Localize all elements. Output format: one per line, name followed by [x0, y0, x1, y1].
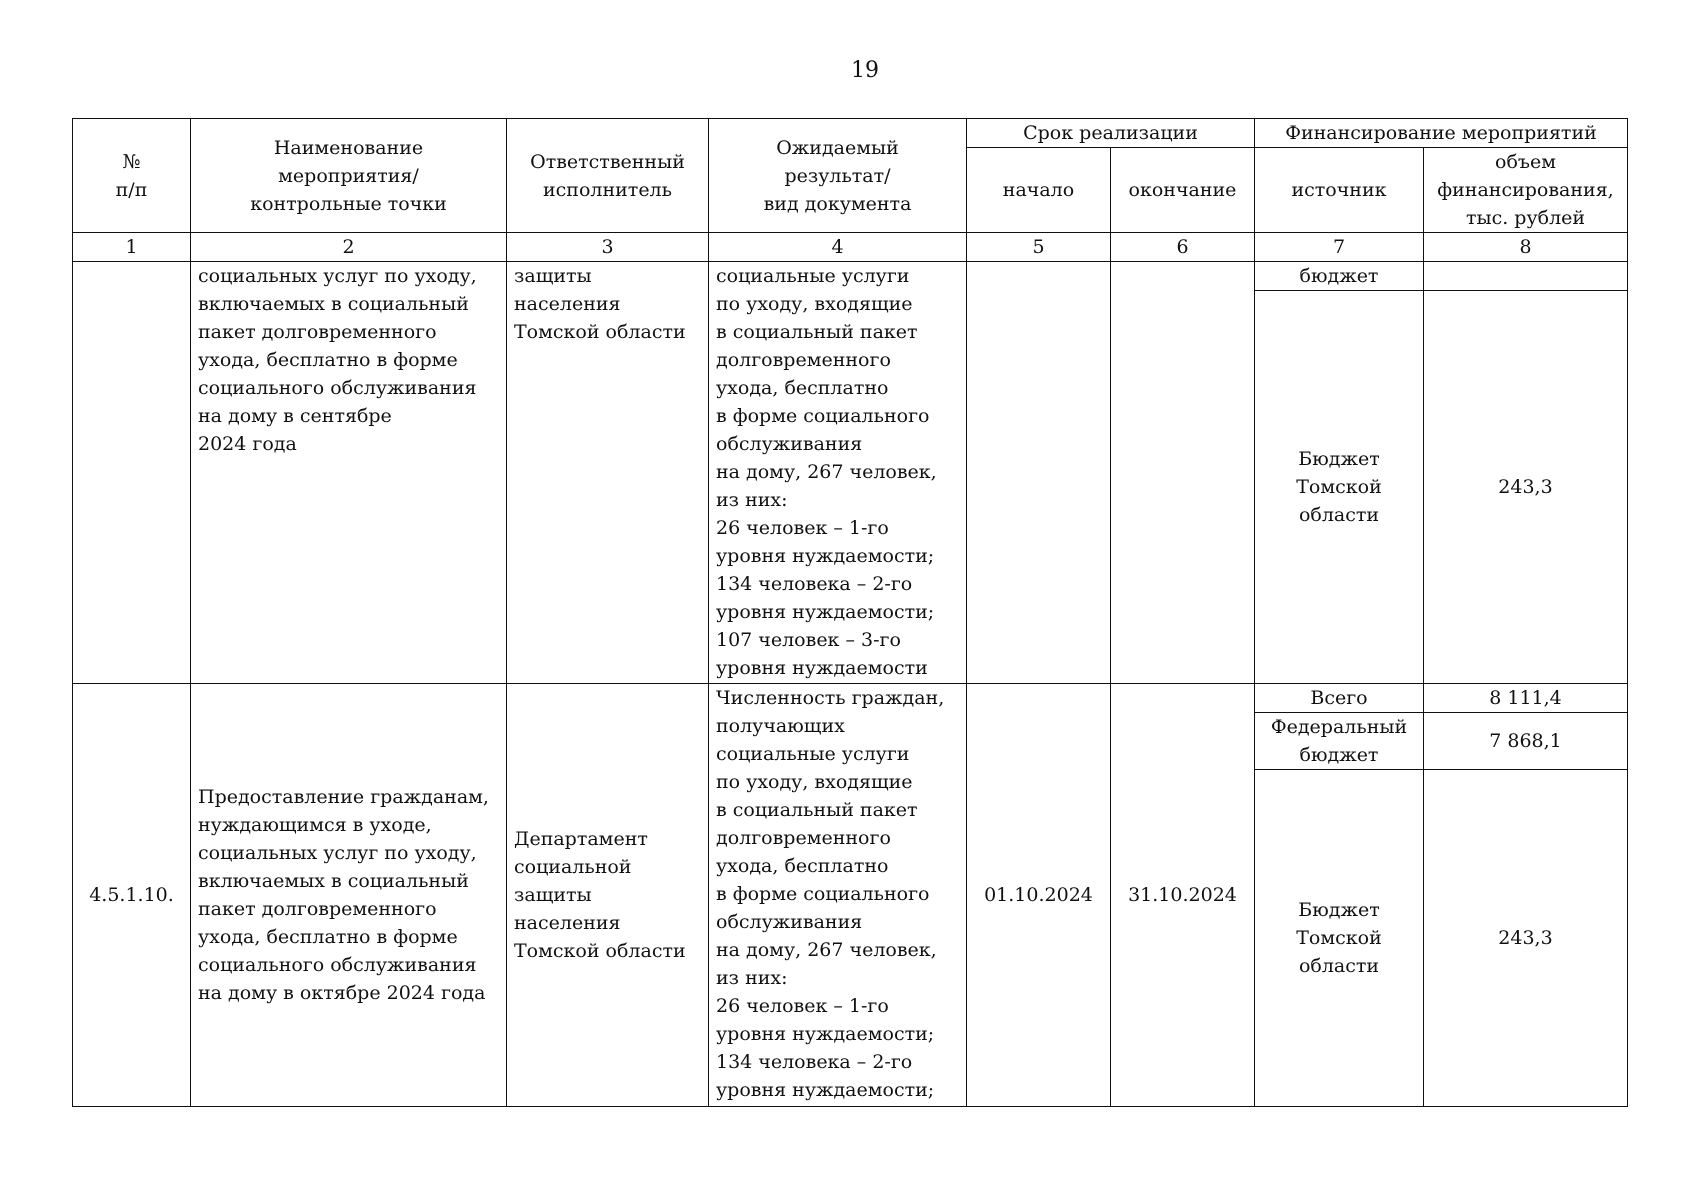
- row-result-line: получающих: [716, 715, 845, 737]
- financing-volume: 8 111,4: [1424, 684, 1628, 713]
- financing-volume: [1424, 262, 1628, 291]
- financing-volume: 7 868,1: [1424, 713, 1628, 770]
- row-result-line: долговременного: [716, 349, 891, 371]
- header-name-line: контрольные точки: [250, 192, 447, 215]
- row-result-line: в социальный пакет: [716, 799, 918, 821]
- row-result: [709, 684, 967, 1107]
- column-number: 2: [191, 233, 507, 262]
- row-result-line: социальные услуги: [716, 743, 910, 765]
- header-volume-line: тыс. рублей: [1465, 207, 1586, 229]
- financing-source-line: области: [1298, 955, 1380, 977]
- row-result-line: в форме социального: [716, 405, 930, 427]
- financing-source: [1255, 291, 1424, 684]
- row-result-line: из них:: [716, 967, 788, 989]
- row-executor: [507, 684, 709, 1107]
- row-name-line: нуждающимся в уходе,: [198, 814, 432, 836]
- row-executor-line: Томской области: [514, 940, 686, 962]
- row-executor-line: населения: [514, 293, 621, 315]
- header-result-line: результат/: [784, 164, 891, 187]
- column-number: 8: [1424, 233, 1628, 262]
- column-number: 5: [967, 233, 1111, 262]
- row-result-line: долговременного: [716, 827, 891, 849]
- row-result-line: 107 человек – 3-го: [716, 629, 901, 651]
- financing-source-line: Бюджет: [1298, 448, 1380, 470]
- row-executor: [507, 262, 709, 684]
- row-result-line: из них:: [716, 489, 788, 511]
- header-num: [73, 119, 191, 233]
- row-result-line: уровня нуждаемости;: [716, 545, 935, 567]
- row-result-line: 134 человека – 2-го: [716, 573, 913, 595]
- row-result-line: Численность граждан,: [716, 687, 945, 709]
- row-name-line: социального обслуживания: [198, 377, 477, 399]
- row-name-line: ухода, бесплатно в форме: [198, 926, 458, 948]
- row-executor-line: защиты: [514, 884, 592, 906]
- header-result: [709, 119, 967, 233]
- header-end: окончание: [1111, 148, 1255, 233]
- row-name-line: социальных услуг по уходу,: [198, 265, 477, 287]
- row-result-line: в форме социального: [716, 883, 930, 905]
- row-name-line: пакет долговременного: [198, 898, 437, 920]
- header-financing: Финансирование мероприятий: [1255, 119, 1628, 148]
- financing-source-line: Федеральный: [1270, 716, 1408, 738]
- row-result-line: обслуживания: [716, 433, 863, 455]
- financing-source-line: бюджет: [1299, 744, 1379, 766]
- financing-source-line: Бюджет: [1298, 899, 1380, 921]
- activities-table: [72, 118, 1628, 1107]
- header-volume-line: объем: [1495, 151, 1556, 173]
- row-result: [709, 262, 967, 684]
- row-name-line: пакет долговременного: [198, 321, 437, 343]
- row-result-line: по уходу, входящие: [716, 293, 913, 315]
- header-source: источник: [1255, 148, 1424, 233]
- row-name-line: на дому в сентябре: [198, 405, 392, 427]
- row-result-line: уровня нуждаемости;: [716, 1023, 935, 1045]
- header-executor: [507, 119, 709, 233]
- row-name-line: включаемых в социальный: [198, 293, 469, 315]
- row-executor-line: социальной: [514, 856, 632, 878]
- row-num: 4.5.1.10.: [73, 684, 191, 1107]
- row-name: [191, 684, 507, 1107]
- row-end: 31.10.2024: [1111, 684, 1255, 1107]
- financing-source-line: области: [1298, 504, 1380, 526]
- header-volume: [1424, 148, 1628, 233]
- header-name: [191, 119, 507, 233]
- row-num: [73, 262, 191, 684]
- row-end: [1111, 262, 1255, 684]
- column-number: 7: [1255, 233, 1424, 262]
- row-result-line: социальные услуги: [716, 265, 910, 287]
- column-number: 4: [709, 233, 967, 262]
- row-result-line: ухода, бесплатно: [716, 377, 889, 399]
- table-row: [73, 684, 1628, 713]
- header-num-line: №: [122, 150, 141, 173]
- page-number: 19: [851, 58, 879, 83]
- row-result-line: 26 человек – 1-го: [716, 517, 889, 539]
- column-number: 1: [73, 233, 191, 262]
- row-start: 01.10.2024: [967, 684, 1111, 1107]
- financing-source-line: Томской: [1296, 927, 1382, 949]
- header-name-line: мероприятия/: [278, 164, 419, 187]
- row-start: [967, 262, 1111, 684]
- row-result-line: 134 человека – 2-го: [716, 1051, 913, 1073]
- financing-source: [1255, 770, 1424, 1107]
- row-name: [191, 262, 507, 684]
- row-name-line: на дому в октябре 2024 года: [198, 982, 486, 1004]
- financing-volume: 243,3: [1424, 291, 1628, 684]
- row-name-line: включаемых в социальный: [198, 870, 469, 892]
- row-result-line: уровня нуждаемости: [716, 657, 928, 679]
- row-result-line: уровня нуждаемости;: [716, 601, 935, 623]
- financing-source-line: Томской: [1296, 476, 1382, 498]
- row-executor-line: Томской области: [514, 321, 686, 343]
- table-row: [73, 262, 1628, 291]
- row-result-line: обслуживания: [716, 911, 863, 933]
- column-numbers-row: [73, 233, 1628, 262]
- row-name-line: Предоставление гражданам,: [198, 786, 489, 808]
- row-executor-line: защиты: [514, 265, 592, 287]
- header-name-line: Наименование: [273, 136, 424, 159]
- row-name-line: социального обслуживания: [198, 954, 477, 976]
- row-result-line: ухода, бесплатно: [716, 855, 889, 877]
- header-num-line: п/п: [115, 178, 148, 201]
- row-name-line: ухода, бесплатно в форме: [198, 349, 458, 371]
- row-result-line: в социальный пакет: [716, 321, 918, 343]
- row-result-line: на дому, 267 человек,: [716, 461, 937, 483]
- financing-source: Всего: [1255, 684, 1424, 713]
- financing-source: [1255, 713, 1424, 770]
- financing-source: бюджет: [1255, 262, 1424, 291]
- row-result-line: по уходу, входящие: [716, 771, 913, 793]
- row-result-line: 26 человек – 1-го: [716, 995, 889, 1017]
- column-number: 3: [507, 233, 709, 262]
- header-row: [73, 119, 1628, 148]
- row-result-line: на дому, 267 человек,: [716, 939, 937, 961]
- financing-volume: 243,3: [1424, 770, 1628, 1107]
- header-start: начало: [967, 148, 1111, 233]
- header-result-line: вид документа: [763, 192, 912, 215]
- header-volume-line: финансирования,: [1437, 179, 1614, 201]
- row-executor-line: Департамент: [514, 828, 648, 850]
- column-number: 6: [1111, 233, 1255, 262]
- row-executor-line: населения: [514, 912, 621, 934]
- row-name-line: социальных услуг по уходу,: [198, 842, 477, 864]
- row-name-line: 2024 года: [198, 433, 297, 455]
- header-term: Срок реализации: [967, 119, 1255, 148]
- header-result-line: Ожидаемый: [776, 136, 899, 159]
- header-executor-line: Ответственный: [530, 150, 685, 173]
- header-executor-line: исполнитель: [543, 178, 672, 201]
- row-result-line: уровня нуждаемости;: [716, 1079, 935, 1101]
